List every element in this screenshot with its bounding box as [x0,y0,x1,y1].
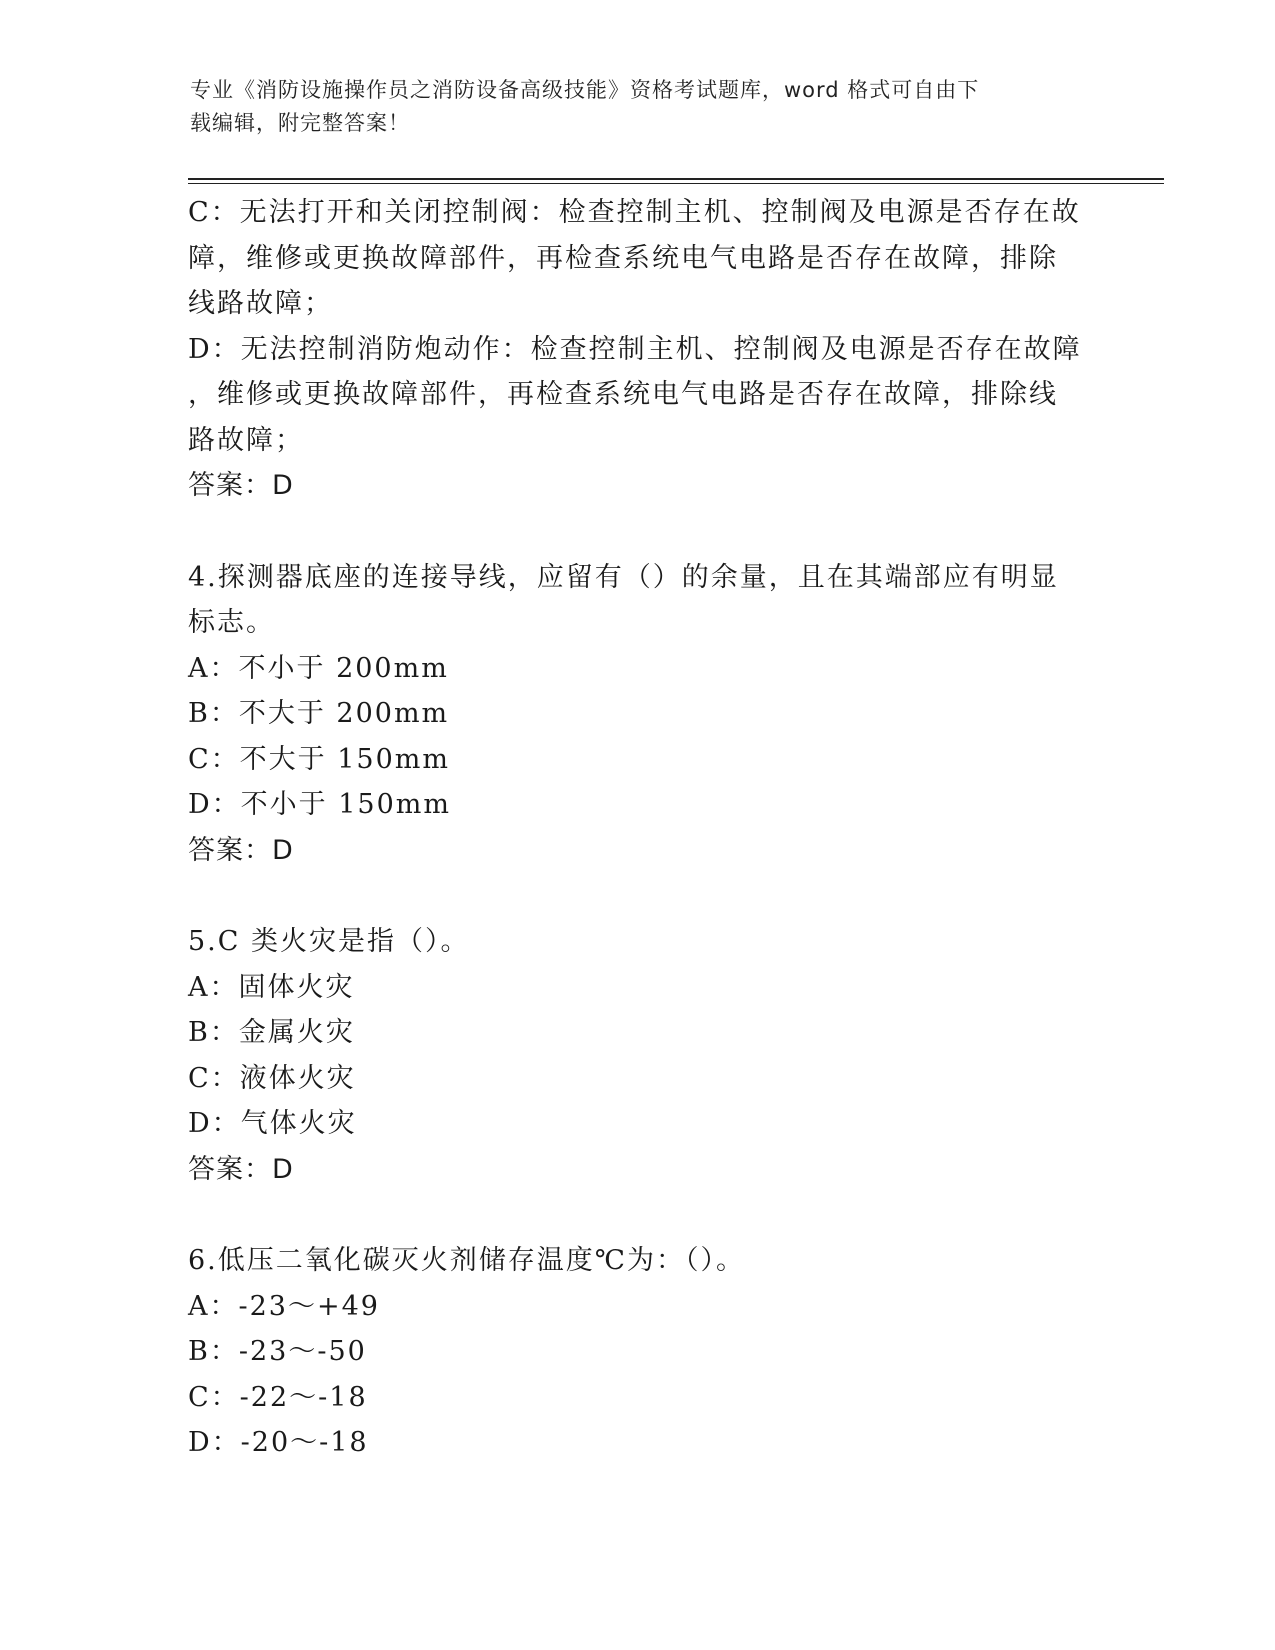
option-a: A：固体火灾 [188,971,355,1003]
header-rule-thin [188,183,1164,184]
option-b: B：金属火灾 [188,1017,355,1048]
question-stem: 4.探测器底座的连接导线，应留有（）的余量，且在其端部应有明显 [188,561,1059,593]
question-stem: 5.C 类火灾是指（）。 [188,926,470,957]
question-3-tail [188,190,1088,509]
option-a: A：不小于 200mm [188,652,449,684]
option-d: D：-20～-18 [188,1427,369,1458]
spacer [188,509,1088,555]
header-line-1: 专业《消防设施操作员之消防设备高级技能》资格考试题库，word 格式可自由下 [190,78,980,102]
question-stem: 6.低压二氧化碳灭火剂储存温度℃为：（）。 [188,1245,745,1276]
option-c: C：液体火灾 [188,1062,356,1094]
option-d: D：不小于 150mm [188,789,451,820]
document-header [190,74,1090,140]
header-line-2: 载编辑，附完整答案！ [190,111,410,135]
answer: 答案：D [188,834,294,866]
option-c-line: 障，维修或更换故障部件，再检查系统电气电路是否存在故障，排除 [188,242,1058,274]
answer: 答案：D [188,1153,294,1185]
option-c: C：不大于 150mm [188,743,450,775]
option-d-line: ，维修或更换故障部件，再检查系统电气电路是否存在故障，排除线 [188,379,1058,410]
option-a: A：-23～+49 [188,1290,380,1322]
question-5 [188,919,1088,1192]
option-b: B：不大于 200mm [188,698,450,729]
document-body [188,190,1088,1466]
option-c-line: 线路故障； [188,288,333,319]
spacer [188,873,1088,919]
option-d: D：气体火灾 [188,1108,357,1139]
question-4 [188,555,1088,874]
option-b: B：-23～-50 [188,1336,367,1367]
option-d-line: D：无法控制消防炮动作：检查控制主机、控制阀及电源是否存在故障 [188,333,1082,365]
spacer [188,1192,1088,1238]
question-stem: 标志。 [188,607,275,638]
option-c-line: C：无法打开和关闭控制阀：检查控制主机、控制阀及电源是否存在故 [188,197,1081,228]
answer: 答案：D [188,470,294,501]
option-d-line: 路故障； [188,424,304,456]
question-6 [188,1238,1088,1466]
header-rule-thick [188,178,1164,180]
option-c: C：-22～-18 [188,1381,368,1413]
